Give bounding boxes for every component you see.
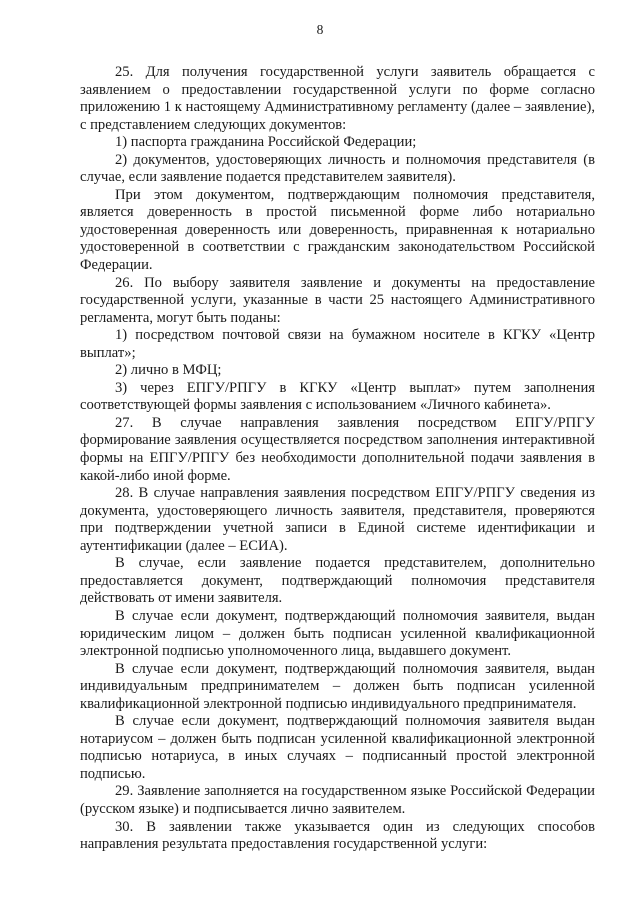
paragraph-28: 28. В случае направления заявления посредством ЕПГУ/РПГУ сведения из документа, удостоверяющего личность заявителя, представителя, проверяются при подтверждении учетной записи в Единой системе идентификации и аутентификации (далее – ЕСИА). [80, 485, 595, 554]
paragraph-power-of-attorney: При этом документом, подтверждающим полномочия представителя, является доверенность в простой письменной форме либо нотариально удостоверенная доверенность или доверенность, приравненная к нотариально удостоверенной в соответствии с гражданским законодательством Российской Федерации. [80, 186, 595, 274]
list-item-passport: 1) паспорта гражданина Российской Федерации; [115, 134, 417, 151]
paragraph-notary: В случае если документ, подтверждающий полномочия заявителя выдан нотариусом – должен быть подписан усиленной квалификационной электронной подписью нотариуса, в иных случаях – подписанный простой электронной подписью. [80, 713, 595, 782]
list-item-representative-documents: 2) документов, удостоверяющих личность и полномочия представителя (в случае, если заявление подается представителем заявителя). [80, 151, 595, 186]
paragraph-25: 25. Для получения государственной услуги заявитель обращается с заявлением о предоставлении государственной услуги по форме согласно приложению 1 к настоящему Административному регламенту (далее – заявление), с представлением следующих документов: [80, 64, 595, 133]
document-body [80, 64, 595, 854]
paragraph-entrepreneur: В случае если документ, подтверждающий полномочия заявителя, выдан индивидуальным предпринимателем – должен быть подписан усиленной квалификационной электронной подписью индивидуального предпринимателя. [80, 660, 595, 712]
paragraph-legal-entity: В случае если документ, подтверждающий полномочия заявителя, выдан юридическим лицом – должен быть подписан усиленной квалификационной электронной подписью уполномоченного лица, выдавшего документ. [80, 607, 595, 660]
paragraph-30: 30. В заявлении также указывается один из следующих способов направления результата предоставления государственной услуги: [80, 818, 595, 853]
paragraph-representative: В случае, если заявление подается представителем, дополнительно предоставляется документ, подтверждающий полномочия представителя действовать от имени заявителя. [80, 555, 595, 607]
paragraph-27: 27. В случае направления заявления посредством ЕПГУ/РПГУ формирование заявления осуществляется посредством заполнения интерактивной формы на ЕПГУ/РПГУ без необходимости дополнительной подачи заявления в какой-либо иной форме. [80, 414, 595, 484]
list-item-epgu: 3) через ЕПГУ/РПГУ в КГКУ «Центр выплат» путем заполнения соответствующей формы заявления с использованием «Личного кабинета». [80, 379, 595, 414]
page-number: 8 [316, 22, 324, 37]
list-item-mfc: 2) лично в МФЦ; [115, 362, 222, 379]
paragraph-29: 29. Заявление заполняется на государственном языке Российской Федерации (русском языке) и подписывается лично заявителем. [80, 783, 595, 817]
list-item-postal: 1) посредством почтовой связи на бумажном носителе в КГКУ «Центр выплат»; [80, 327, 595, 361]
paragraph-26: 26. По выбору заявителя заявление и документы на предоставление государственной услуги, указанные в части 25 настоящего Административного регламента, могут быть поданы: [80, 274, 595, 326]
